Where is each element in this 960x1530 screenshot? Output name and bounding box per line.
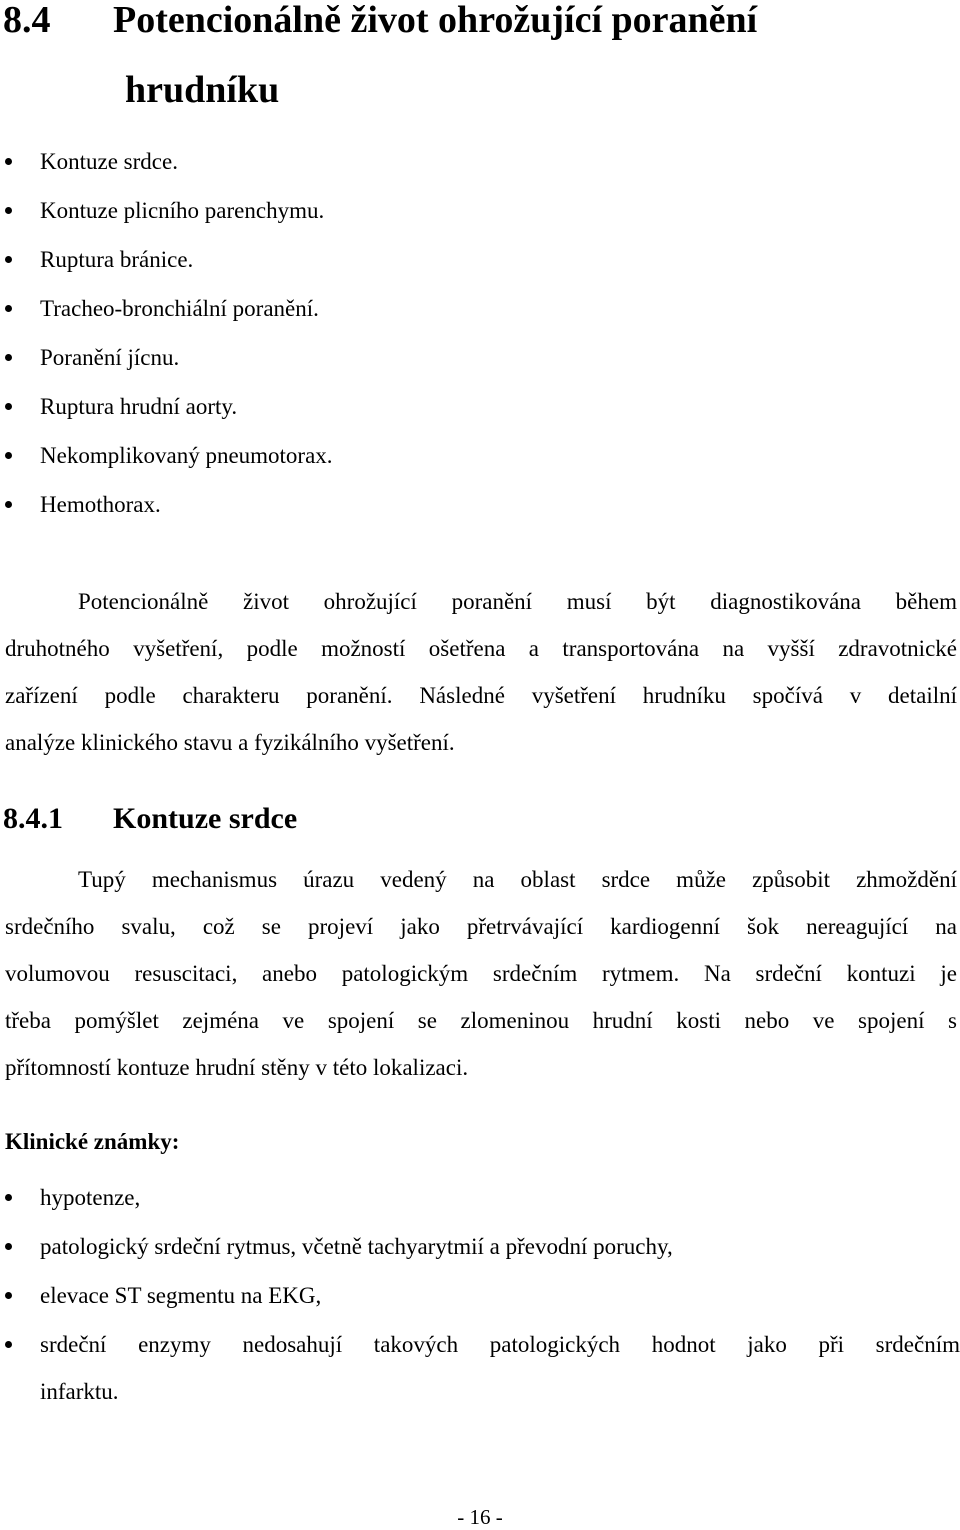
subsection-number: 8.4.1	[3, 802, 63, 835]
list-item: Ruptura bránice.	[0, 246, 333, 295]
list-item: elevace ST segmentu na EKG,	[0, 1282, 960, 1331]
list-item: Kontuze plicního parenchymu.	[0, 197, 333, 246]
list-item: Kontuze srdce.	[0, 148, 333, 197]
bullet-icon	[5, 403, 12, 410]
clinical-signs-heading: Klinické známky:	[5, 1129, 180, 1154]
bullet-icon	[5, 1341, 12, 1348]
section-title-line1: Potencionálně život ohrožující poranění	[113, 0, 758, 41]
bullet-icon	[5, 354, 12, 361]
list-item: Nekomplikovaný pneumotorax.	[0, 442, 333, 491]
subsection-title: Kontuze srdce	[113, 802, 298, 835]
bullet-icon	[5, 305, 12, 312]
intro-paragraph: Potencionálně život ohrožující poranění musí být diagnostikována během druhotného vyšetření, podle možností ošetřena a transportována na vyšší zdravotnické zařízení podle charakteru poranění. Následné vyšetření hrudníku spočívá v detailní analýze klinického stavu a fyzikálního vyšetření.	[5, 589, 957, 755]
list-item: hypotenze,	[0, 1184, 960, 1233]
bullet-icon	[5, 256, 12, 263]
section-number: 8.4	[3, 0, 51, 41]
list-item: Poranění jícnu.	[0, 344, 333, 393]
bullet-icon	[5, 1292, 12, 1299]
page-number: - 16 -	[457, 1505, 503, 1529]
bullet-icon	[5, 1194, 12, 1201]
list-item: Hemothorax.	[0, 491, 333, 540]
list-item: srdeční enzymy nedosahují takových patologických hodnot jako při srdečním infarktu.	[0, 1331, 960, 1425]
bullet-icon	[5, 158, 12, 165]
bullet-icon	[5, 1243, 12, 1250]
subsection-heading	[3, 802, 297, 836]
list-item: patologický srdeční rytmus, včetně tachyarytmií a převodní poruchy,	[0, 1233, 960, 1282]
bullet-icon	[5, 207, 12, 214]
section-title-line2: hrudníku	[125, 69, 280, 111]
bullet-icon	[5, 452, 12, 459]
section-heading	[3, 0, 757, 40]
clinical-signs-list	[0, 1184, 960, 1425]
list-item: Ruptura hrudní aorty.	[0, 393, 333, 442]
list-item: Tracheo-bronchiální poranění.	[0, 295, 333, 344]
injury-list	[0, 148, 333, 540]
bullet-icon	[5, 501, 12, 508]
contusion-paragraph: Tupý mechanismus úrazu vedený na oblast srdce může způsobit zhmoždění srdečního svalu, což se projeví jako přetrvávající kardiogenní šok nereagující na volumovou resuscitaci, anebo patologickým srdečním rytmem. Na srdeční kontuzi je třeba pomýšlet zejména ve spojení se zlomeninou hrudní kosti nebo ve spojení s přítomností kontuze hrudní stěny v této lokalizaci.	[5, 867, 957, 1080]
